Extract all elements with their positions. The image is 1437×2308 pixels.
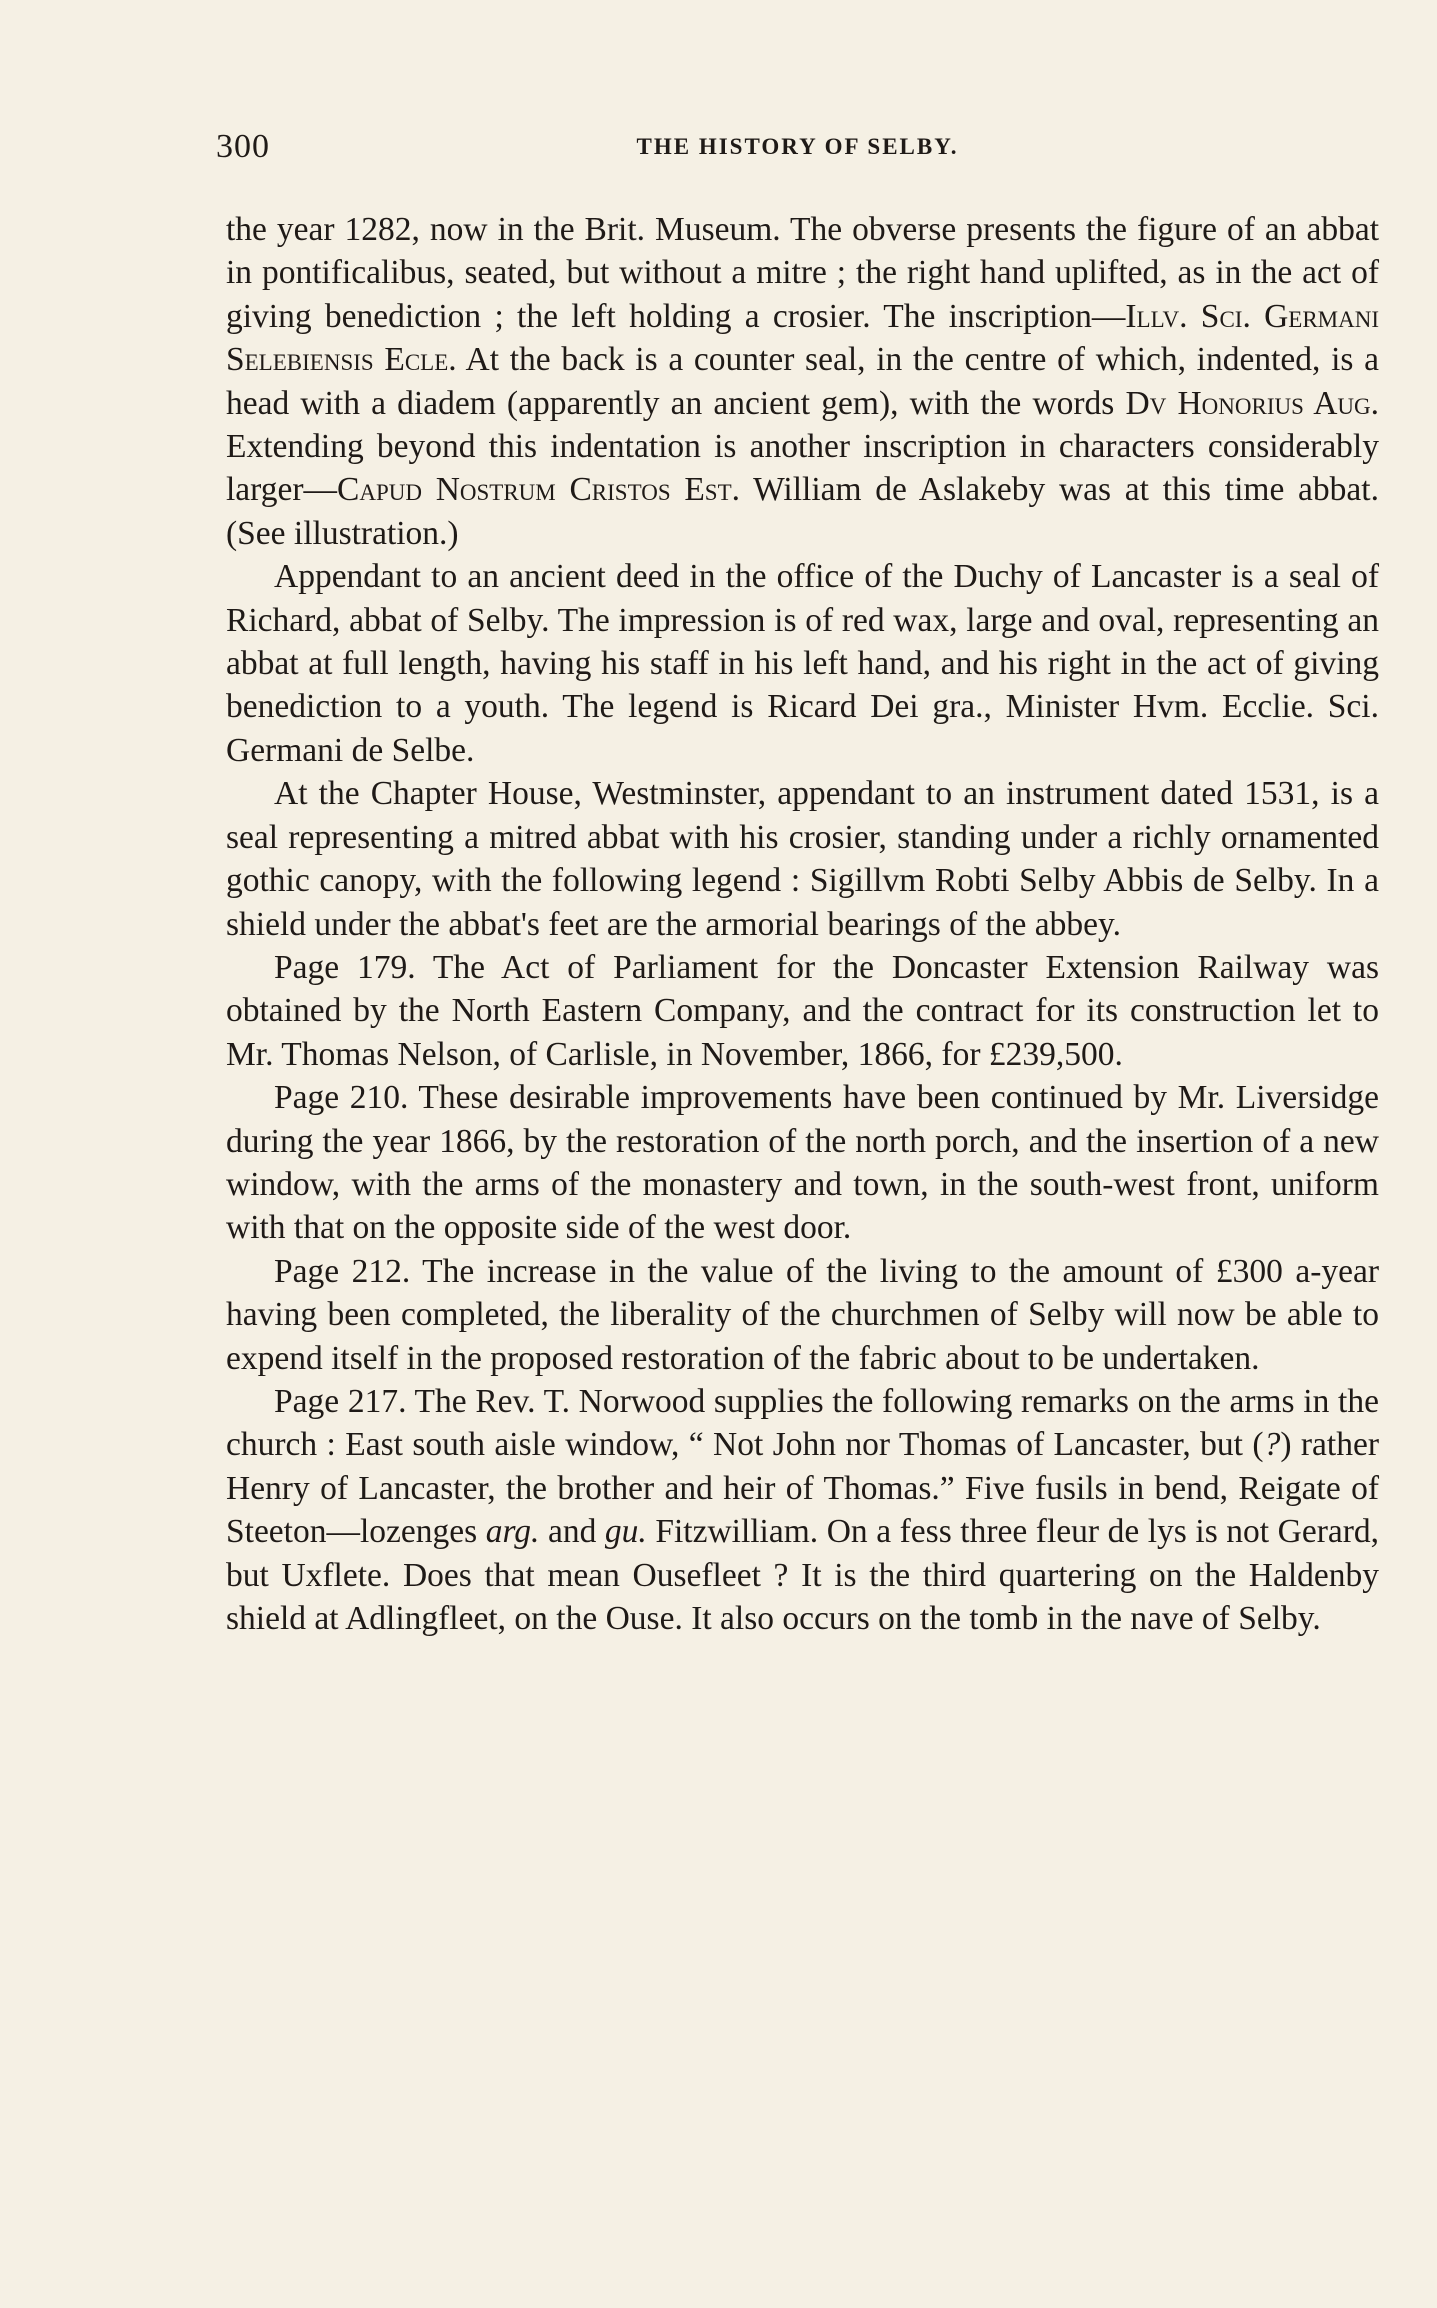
paragraph-chapter-house-seal: At the Chapter House, Westminster, appendant to an instrument dated 1531, is a seal representing a mitred abbat with his crosier, standing under a richly ornamented gothic canopy, with the following legend : Sigillvm Robti Selby Abbis de Selby. In a shield under the abbat's feet are the armorial bearings of the abbey. <box>226 775 1379 943</box>
paragraph-page-179: Page 179. The Act of Parliament for the Doncaster Extension Railway was obtained by the North Eastern Company, and the contract for its construction let to Mr. Thomas Nelson, of Carlisle, in November, 1866, for £239,500. <box>226 948 1379 1073</box>
counter-seal-inscription: Capud Nostrum Cristos Est. <box>337 471 741 509</box>
seal-inscription: Illv. Sci. Germani Selebiensis Ecle. <box>226 297 1379 379</box>
text-span: Page 217. The Rev. T. Norwood supplies the following remarks on the arms in the church : East south aisle window, “ Not John nor Thomas of Lancaster, but ( <box>226 1382 1379 1464</box>
gem-inscription: Dv Honorius Aug. <box>1125 384 1380 422</box>
body-text <box>226 208 1379 1640</box>
paragraph-page-217 <box>226 1380 1379 1640</box>
tincture-gules: gu. <box>604 1513 647 1551</box>
page-number: 300 <box>216 128 270 165</box>
text-span: ) rather Henry of Lancaster, the brother and heir of Thomas.” Five fusils in bend, Reigate of Steeton—lozenges <box>226 1426 1379 1551</box>
paragraph-seal-1282 <box>226 208 1379 555</box>
page-header <box>216 128 1379 178</box>
text-span: Fitzwilliam. On a fess three fleur de lys is not Gerard, but Uxflete. Does that mean Ousefleet ? It is the third quartering on the Haldenby shield at Adlingfleet, on the Ouse. It also occurs on the tomb in the nave of Selby. <box>226 1513 1380 1637</box>
text-span: William de Aslakeby was at this time abbat. (See illustration.) <box>226 471 1379 552</box>
query-mark: ? <box>1263 1426 1281 1464</box>
text-span: the year 1282, now in the Brit. Museum. The obverse presents the figure of an abbat in pontificalibus, seated, but without a mitre ; the right hand uplifted, as in the act of giving benediction ; the left holding a crosier. The inscription— <box>226 211 1379 335</box>
text-span: and <box>539 1513 605 1551</box>
paragraph-page-212: Page 212. The increase in the value of the living to the amount of £300 a-year having been completed, the liberality of the churchmen of Selby will now be able to expend itself in the proposed restoration of the fabric about to be undertaken. <box>226 1252 1379 1377</box>
tincture-argent: arg. <box>485 1513 540 1551</box>
text-span: Extending beyond this indentation is another inscription in characters considerably larger— <box>226 428 1379 509</box>
paragraph-page-210: Page 210. These desirable improvements have been continued by Mr. Liversidge during the year 1866, by the restoration of the north porch, and the insertion of a new window, with the arms of the monastery and town, in the south-west front, uniform with that on the opposite side of the west door. <box>226 1079 1379 1247</box>
running-head: THE HISTORY OF SELBY. <box>636 134 959 159</box>
text-span: At the back is a counter seal, in the centre of which, indented, is a head with a diadem (apparently an ancient gem), with the words <box>226 341 1379 422</box>
paragraph-duchy-seal: Appendant to an ancient deed in the office of the Duchy of Lancaster is a seal of Richard, abbat of Selby. The impression is of red wax, large and oval, representing an abbat at full length, having his staff in his left hand, and his right in the act of giving benediction to a youth. The legend is Ricard Dei gra., Minister Hvm. Ecclie. Sci. Germani de Selbe. <box>226 558 1379 769</box>
